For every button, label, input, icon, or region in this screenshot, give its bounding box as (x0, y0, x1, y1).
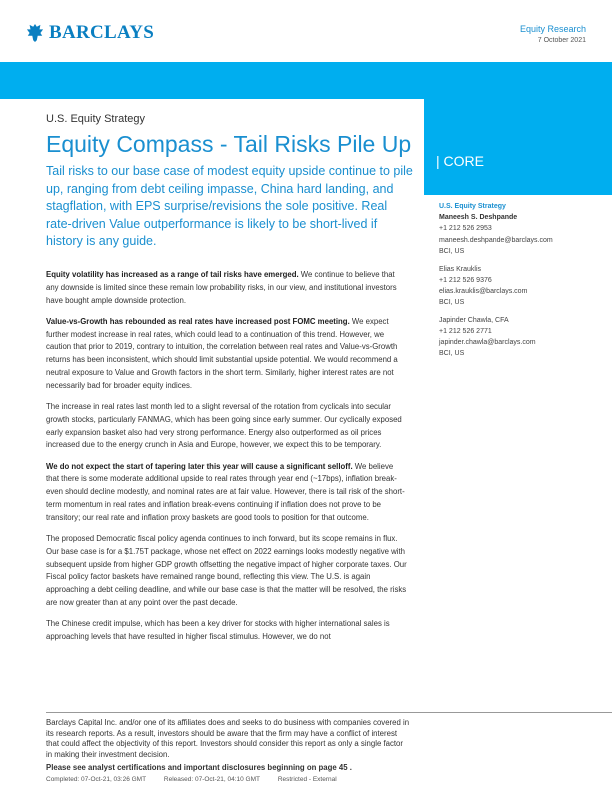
eagle-icon (26, 23, 44, 43)
footer-divider (46, 712, 612, 713)
paragraph-lead: Value-vs-Growth has rebounded as real rates have increased post FOMC meeting. (46, 316, 350, 326)
paragraph-text: The increase in real rates last month led to a slight reversal of the rotation from cyclicals into secular growth stocks, particularly FANMAG, which has been going since early summer. Our cyclically exposed early expansion basket also had very strong performance. Energy also outperformed as oil prices increased due to the energy crunch in Asia and Europe, however, we expect this to be temporary. (46, 401, 402, 450)
report-series: U.S. Equity Strategy (46, 113, 146, 125)
released-timestamp: Released: 07-Oct-21, 04:10 GMT (163, 775, 260, 783)
analyst-card (439, 212, 599, 257)
paragraph (46, 533, 408, 610)
footer-disclaimer: Barclays Capital Inc. and/or one of its affiliates does and seeks to do business with companies covered in its research reports. As a result, investors should be aware that the firm may have a conflict of interest that could affect the objectivity of this report. Investors should consider this report as only a single factor in making their investment decision. (46, 718, 410, 759)
analyst-name: Elias Krauklis (439, 265, 482, 273)
analyst-contacts (439, 201, 599, 366)
paragraph-text: We expect further modest increase in real rates, which could lead to a continuation of this trend. However, we caution that prior to 2019, contrary to intuition, the correlation between real rates and Value-vs-Growth returns has been inconsistent, which should limit substantial upside potential. We would recommend a neutral exposure to Value and Growth factors in the short term. Similarly, higher interest rates are not necessarily bad for broader equity indices. (46, 316, 398, 390)
paragraph (46, 401, 408, 452)
analyst-entity: BCI, US (439, 299, 465, 307)
analyst-card (439, 264, 599, 309)
footer (46, 718, 410, 785)
paragraph (46, 269, 408, 307)
analyst-card (439, 315, 599, 360)
analyst-name: Japinder Chawla, CFA (439, 316, 509, 324)
paragraph-text: The Chinese credit impulse, which has been a key driver for stocks with higher international sales is approaching levels that have resulted in higher fiscal stimulus. However, we do not (46, 619, 390, 641)
completed-timestamp: Completed: 07-Oct-21, 03:26 GMT (46, 775, 147, 783)
core-label: | CORE (436, 153, 484, 169)
analyst-entity: BCI, US (439, 350, 465, 358)
analyst-entity: BCI, US (439, 247, 465, 255)
analyst-email[interactable]: elias.krauklis@barclays.com (439, 287, 528, 295)
department-label: Equity Research (519, 24, 586, 34)
analyst-email[interactable]: maneesh.deshpande@barclays.com (439, 236, 553, 244)
body-column (46, 269, 408, 652)
release-meta (46, 775, 410, 786)
paragraph-text: We continue to believe that any downside is limited since these remain low probability risks, in our view, and institutional investors have bought ample downside protection. (46, 270, 397, 305)
barclays-logo (26, 22, 154, 44)
brand-name: BARCLAYS (49, 22, 155, 43)
paragraph (46, 461, 408, 525)
paragraph-lead: Equity volatility has increased as a range of tail risks have emerged. (46, 270, 299, 279)
report-date: 7 October 2021 (537, 37, 586, 44)
analyst-phone: +1 212 526 2953 (439, 225, 492, 233)
report-meta (520, 24, 586, 44)
core-panel (424, 99, 612, 195)
analyst-phone: +1 212 526 9376 (439, 276, 492, 284)
analyst-name: Maneesh S. Deshpande (439, 214, 518, 222)
paragraph (46, 316, 408, 393)
header-band (0, 62, 612, 99)
report-lede: Tail risks to our base case of modest equity upside continue to pile up, ranging from debt ceiling impasse, China hard landing, and stagflation, with EPS surprise/revisions the sole positive. Real rate-driven Value outperformance is likely to be short-lived if history is any guide. (46, 164, 413, 248)
restriction-label: Restricted - External (277, 775, 337, 783)
paragraph-text: The proposed Democratic fiscal policy agenda continues to inch forward, but its scope remains in flux. Our base case is for a $1.75T package, whose net effect on 2022 earnings looks modestly negative with subsequent upside from higher GDP growth offsetting the negative impact of higher corporate taxes. Our Fiscal policy factor baskets have remained range bound, reflecting this view. The U.S. is again approaching a debt ceiling deadline, and while our base case is that the matter will be resolved, the risks are now greater than at any point over the past decade. (46, 533, 407, 607)
report-title: Equity Compass - Tail Risks Pile Up (46, 131, 412, 157)
paragraph-text: We believe that there is some moderate additional upside to real rates through year end (~17bps), inflation break-even should decline modestly, and nominal rates are at fair value. However, there is tail risk of the short-term momentum in real rates and inflation break-evens continuing if inflation does not prove to be transitory; our real rate and inflation proxy baskets are good tools to position for that outcome. (46, 461, 405, 522)
analyst-email[interactable]: japinder.chawla@barclays.com (439, 339, 536, 347)
paragraph (46, 618, 408, 644)
paragraph-lead: We do not expect the start of tapering later this year will cause a significant selloff. (46, 461, 353, 471)
analyst-phone: +1 212 526 2771 (439, 328, 492, 336)
disclosures-link[interactable]: Please see analyst certifications and important disclosures beginning on page 45 . (46, 763, 352, 772)
analyst-section-label: U.S. Equity Strategy (439, 203, 506, 210)
